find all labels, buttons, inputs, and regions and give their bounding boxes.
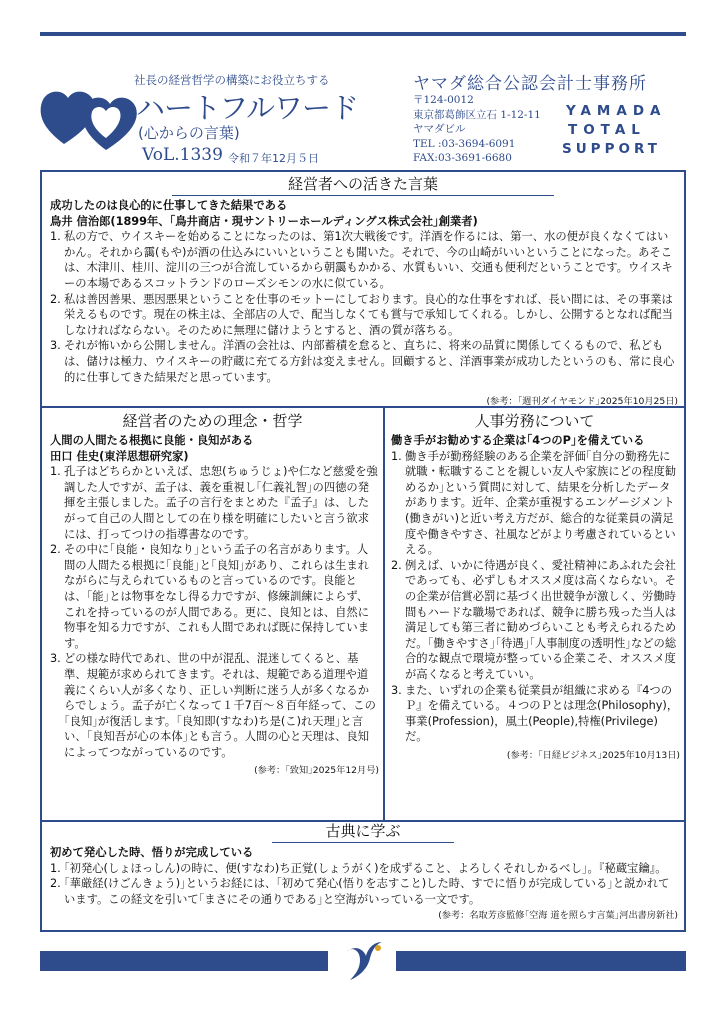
- reference-note: (参考：名取芳彦監修｢空海 道を照らす言葉｣河出書房新社): [438, 910, 678, 922]
- list-item: 1. 働き手が勤務経験のある企業を評価｢自分の勤務先に就職・転職することを親しい友人や家族にどの程度勧めるか｣という質問に対して、結果を分析したデータがあります。近年、企業が重視するエンゲージメント(働きがい)と近い考え方だが、総合的な従業員の満足度や働きやすさ、社風などがより考慮されているといえる。: [391, 449, 677, 557]
- list-item: 2. 私は善因善果、悪因悪果ということを仕事のモットーにしております。良心的な仕事をすれば、長い間には、その事業は栄えるものです。現在の株主は、全部店の人で、配当しなくても賞与で承知してくれる。しかし、公開するとなれば配当しなければならない。そのために無理に儲けようとすると、酒の質が落ちる。: [50, 292, 673, 337]
- brand-block: [562, 102, 666, 159]
- publication-subtitle: (心からの言葉): [138, 124, 240, 142]
- brand-line: SUPPORT: [562, 141, 661, 157]
- section-heading: 古典に学ぶ: [272, 820, 454, 843]
- firm-name: ヤマダ総合公認会計士事務所: [413, 74, 647, 94]
- address-building: ヤマダビル: [413, 123, 466, 135]
- reference-note: (参考：｢週刊ダイヤモンド｣2025年10月25日): [486, 396, 678, 408]
- brand-line: TOTAL: [568, 122, 646, 138]
- issue-date: 令和７年12月５日: [228, 152, 319, 165]
- section-list: [50, 861, 678, 908]
- section-lead: 働き手がお勧めする企業は｢4つのP｣を備えている: [391, 434, 645, 447]
- section-author: 田口 佳史(東洋思想研究家): [50, 449, 189, 463]
- address-line: 東京都葛飾区立石 1-12-11: [413, 108, 541, 121]
- section-classics: [40, 820, 686, 932]
- brand-line: YAMADA: [566, 103, 667, 119]
- list-item: 3. それが怖いから公開しません。洋酒の会社は、内部蓄積を怠ると、直ちに、将来の品質に関係してくるもので、私どもは、儲けは極力、ウイスキーの貯蔵に充てる方針は変えません。回顧すると、洋酒事業が成功したというのも、常に良心的に仕事してきた結果だと思っています。: [50, 339, 675, 384]
- section-living-words: [40, 170, 686, 408]
- swoosh-logo-icon: [338, 938, 386, 984]
- volume-number: VoL.1339: [142, 145, 223, 165]
- section-heading: 経営者への活きた言葉: [172, 172, 554, 196]
- section-heading: 経営者のための理念・哲学: [122, 412, 303, 430]
- reference-note: (参考：｢日経ビジネス｣2025年10月13日): [506, 749, 680, 761]
- list-item: 2. 例えば、いかに待遇が良く、愛社精神にあふれた会社であっても、必ずしもオススメ度は高くならない。その企業が信賞必罰に基づく出世競争が激しく、労働時間もハードな職場であれば、競争に勝ち残った当人は満足しても第三者に勧めづらいことも考えられるためだ。｢働きやすさ｣｢待遇｣｢人事制度の透明性｣などの総合的な観点で環境が整っている企業こそ、オススメ度が高くなると考えていい。: [391, 558, 677, 681]
- list-item: 2. その中に｢良能・良知なり｣という孟子の名言があります。人間の人間たる根拠に｢良能｣と｢良知｣があり、これらは生まれながらに与えられているものと言っているのです。良能とは、｢能｣とは物事をなし得る力ですが、修練訓練によらず、これを持っているのが人間である。更に、良知とは、自然に物事を知る力ですが、これも人間であれば既に保持しています。: [50, 543, 370, 650]
- section-lead: 初めて発心した時、悟りが完成している: [50, 846, 254, 859]
- section-philosophy: [40, 408, 385, 822]
- section-list: [50, 464, 379, 760]
- hearts-logo-icon: [36, 74, 146, 154]
- top-rule: [40, 32, 686, 36]
- firm-address: [413, 93, 541, 166]
- section-author: 鳥井 信治郎(1899年、｢鳥井商店・現サントリーホールディングス株式会社｣創業者): [50, 214, 478, 228]
- section-lead: 成功したのは良心的に仕事してきた結果である: [50, 199, 288, 212]
- section-list: [391, 449, 680, 745]
- section-list: [50, 229, 678, 385]
- section-heading: 人事労務について: [474, 412, 595, 430]
- list-item: 1. 私の方で、ウイスキーを始めることになったのは、第1次大戦後です。洋酒を作るには、第一、水の便が良くなくてはいかん。それから靄(もや)が酒の仕込みにいいということも聞いた。それで、今の山崎がいいということになった。あそこは、木津川、桂川、淀川の三つが合流しているから朝靄もかかる、水質もいい、交通も便利だということです。ウイスキーの本場であるスコットランドのローズシモンの水に似ている。: [50, 230, 673, 290]
- postal-code: 〒124-0012: [413, 94, 474, 106]
- list-item: 1. ｢初発心(しょほっしん)の時に、便(すなわ)ち正覚(しょうがく)を成ずること、よろしくそれしかるべし｣。『秘蔵宝鑰』。: [50, 861, 667, 875]
- fax-number: FAX:03-3691-6680: [413, 152, 512, 164]
- list-item: 3. どの様な時代であれ、世の中が混乱、混迷してくると、基準、規範が求められてきます。それは、規範である道理や道義にくらい人が多くなり、正しい判断に迷う人が多くなるからでしょう。孟子が亡くなって１千7百～８百年経って、この｢良知｣が復活します。｢良知即(すなわ)ち是(こ)れ天理｣と言い、｢良知吾が心の本体｣とも言う。人間の心と天理は、良知によってつながっているのです。: [50, 652, 376, 759]
- list-item: 1. 孔子はどちらかといえば、忠恕(ちゅうじょ)や仁など慈愛を強調した人ですが、孟子は、義を重視し｢仁義礼智｣の四徳の発揮を主張しました。孟子の言行をまとめた『孟子』は、したがって自己の人間としての在り様を明確にしたいと言う欲求には、打ってつけの指導書なのです。: [50, 465, 378, 541]
- footer-bar-right: [396, 951, 686, 971]
- section-lead: 人間の人間たる根拠に良能・良知がある: [50, 434, 254, 447]
- footer-bar-left: [40, 951, 328, 971]
- list-item: 3. また、いずれの企業も従業員が組織に求める『4つのＰ』を備えている。４つのＰとは理念(Philosophy)，事業(Profession)，風土(People),特権(Privilege)だ。: [391, 683, 679, 744]
- list-item: 2. ｢華厳経(けごんきょう)｣というお経には、｢初めて発心(悟りを志すこと)した時、すでに悟りが完成している｣と説かれています。この経文を引いて｢まさにその通りである｣と空海がいっている一文です。: [50, 877, 670, 906]
- tagline: 社長の経営哲学の構築にお役立ちする: [134, 73, 330, 87]
- reference-note: (参考：｢致知｣2025年12月号): [254, 765, 379, 777]
- publication-title: ハートフルワード: [136, 91, 358, 125]
- phone-number: TEL :03-3694-6091: [413, 137, 516, 150]
- section-hr: [383, 408, 686, 822]
